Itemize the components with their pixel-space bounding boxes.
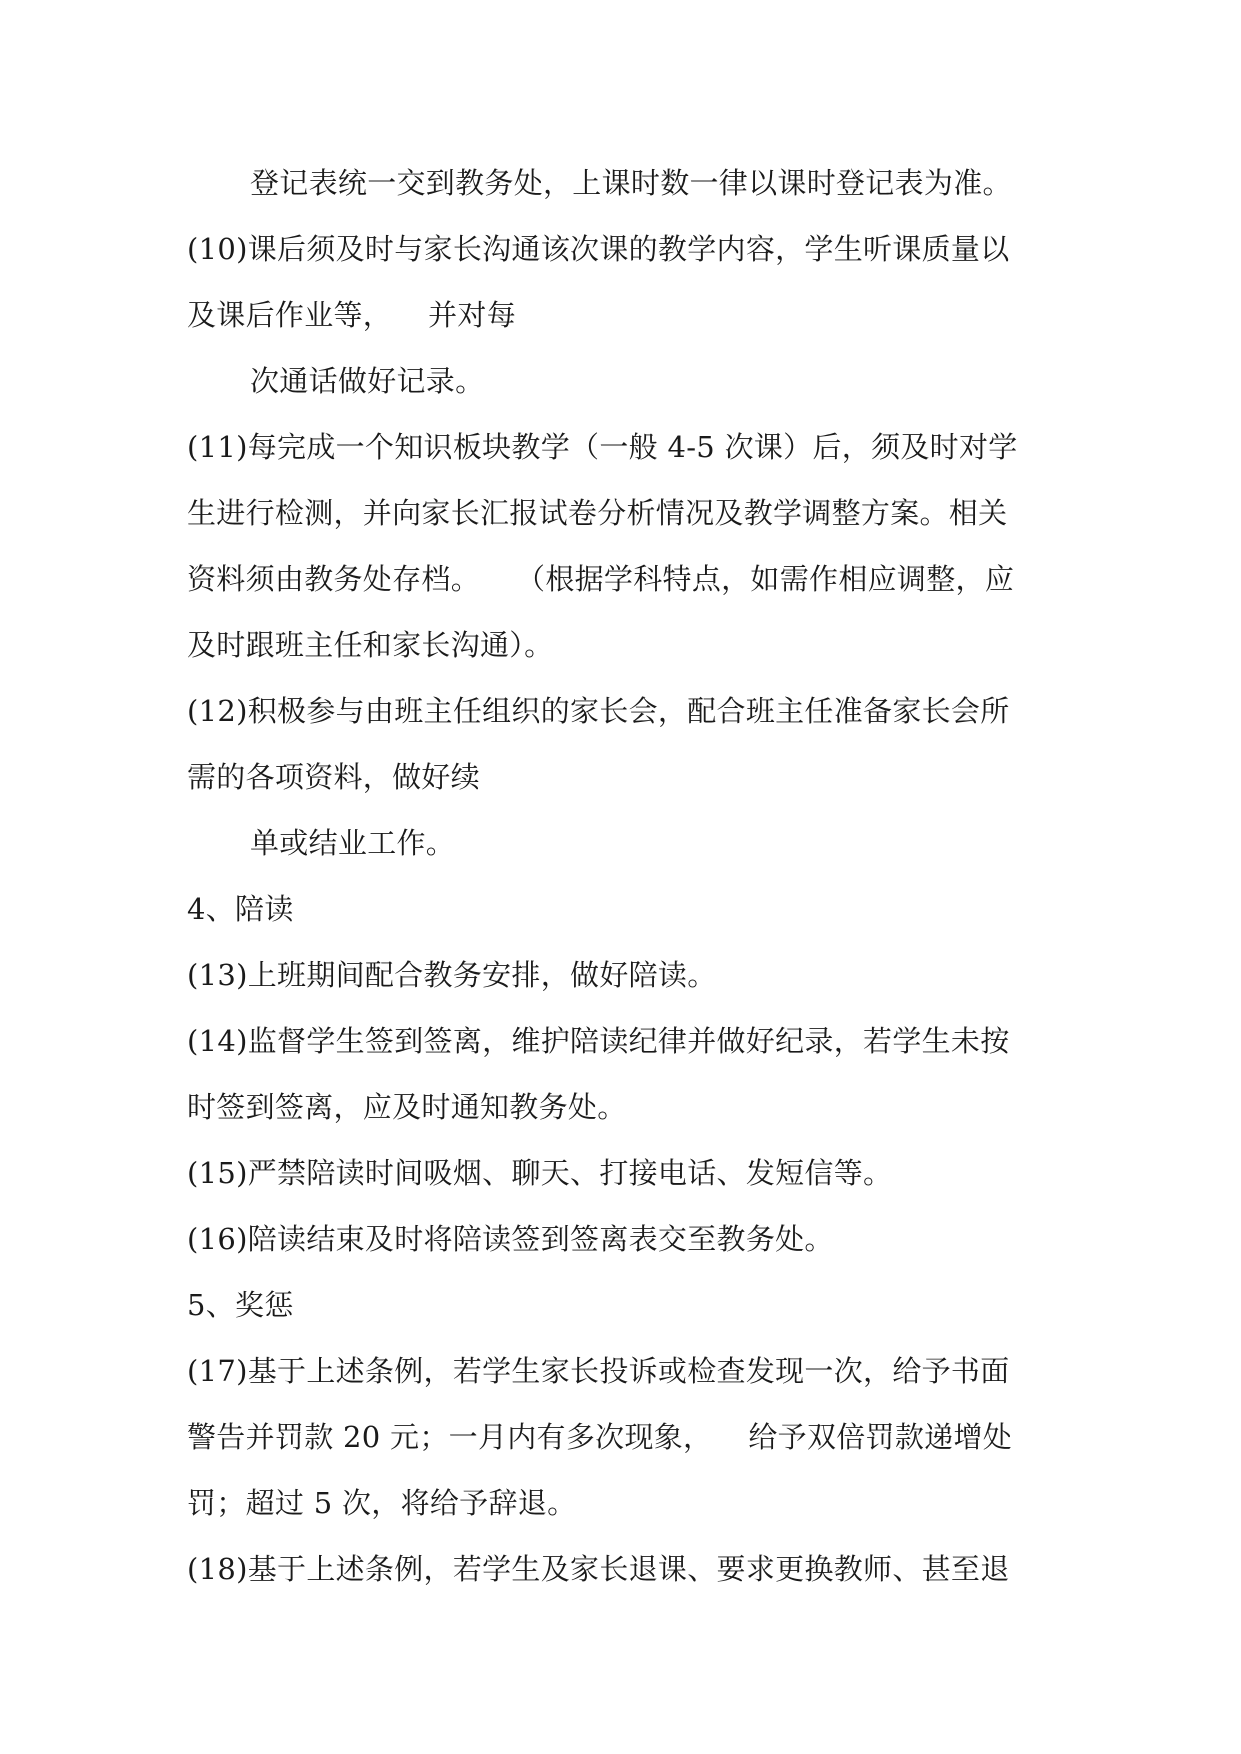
section-heading: 4、陪读: [187, 892, 294, 926]
text-line: 及课后作业等， 并对每: [187, 298, 517, 332]
text-line: 次通话做好记录。: [250, 364, 485, 398]
text-line: 生进行检测，并向家长汇报试卷分析情况及教学调整方案。相关: [187, 496, 1008, 530]
text-line: (15)严禁陪读时间吸烟、聊天、打接电话、发短信等。: [187, 1156, 893, 1190]
text-line: 时签到签离，应及时通知教务处。: [187, 1090, 627, 1124]
text-line: (12)积极参与由班主任组织的家长会，配合班主任准备家长会所: [187, 694, 1010, 728]
text-line: (13)上班期间配合教务安排，做好陪读。: [187, 958, 717, 992]
text-line: 登记表统一交到教务处，上课时数一律以课时登记表为准。: [250, 166, 1012, 200]
text-line: (11)每完成一个知识板块教学（一般 4-5 次课）后，须及时对学: [187, 430, 1018, 464]
text-line: (18)基于上述条例，若学生及家长退课、要求更换教师、甚至退: [187, 1552, 1010, 1586]
text-line: 需的各项资料，做好续: [187, 760, 481, 794]
text-line: 罚；超过 5 次，将给予辞退。: [187, 1486, 577, 1520]
section-heading: 5、奖惩: [187, 1288, 294, 1322]
text-line: (17)基于上述条例，若学生家长投诉或检查发现一次，给予书面: [187, 1354, 1010, 1388]
text-line: (16)陪读结束及时将陪读签到签离表交至教务处。: [187, 1222, 834, 1256]
text-line: 警告并罚款 20 元；一月内有多次现象， 给予双倍罚款递增处: [187, 1420, 1013, 1454]
text-line: 及时跟班主任和家长沟通）。: [187, 628, 554, 662]
text-line: (10)课后须及时与家长沟通该次课的教学内容，学生听课质量以: [187, 232, 1010, 266]
text-line: 资料须由教务处存档。 （根据学科特点，如需作相应调整，应: [187, 562, 1015, 596]
text-line: 单或结业工作。: [250, 826, 456, 860]
text-line: (14)监督学生签到签离，维护陪读纪律并做好纪录，若学生未按: [187, 1024, 1010, 1058]
